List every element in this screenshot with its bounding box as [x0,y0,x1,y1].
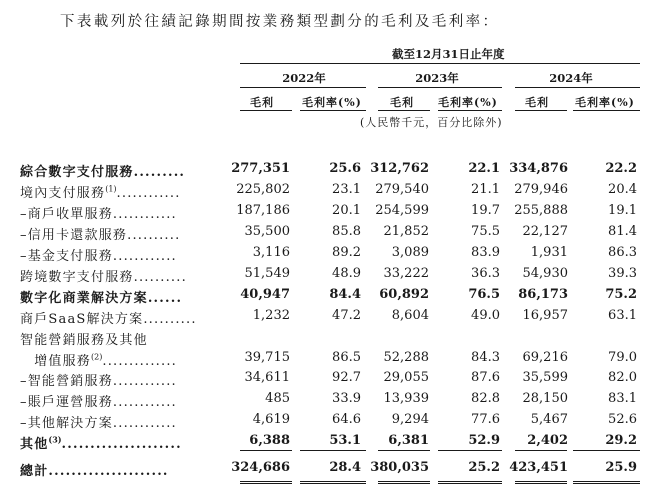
total-top-rule-2024-gp [515,450,567,451]
gross-profit-cell: 39,715 [244,350,290,365]
margin-cell: 75.5 [471,224,500,239]
row-label [20,370,177,389]
leader-dots: ............ [112,416,177,431]
row-label [20,224,180,243]
margin-cell: 22.1 [468,161,500,176]
gross-profit-cell: 35,500 [244,224,290,239]
row-label [20,350,177,369]
gp-underline-2024 [515,110,567,111]
margin-cell: 86.3 [608,245,637,260]
row-label-text: –基金支付服務 [20,249,113,264]
margin-cell: 52.6 [608,412,637,427]
gross-profit-cell: 380,035 [370,460,429,475]
gross-profit-cell: 6,388 [249,433,290,448]
margin-cell: 63.1 [608,308,637,323]
gross-profit-cell: 334,876 [509,161,568,176]
gross-profit-cell: 35,599 [522,370,568,385]
intro-text: 下表載列於往績記錄期間按業務類型劃分的毛利及毛利率： [60,14,500,30]
gross-profit-cell: 9,294 [391,412,429,427]
gross-profit-cell: 60,892 [379,287,429,302]
gross-profit-cell: 8,604 [391,308,429,323]
row-label [20,161,185,180]
gross-profit-cell: 3,089 [391,245,429,260]
row-label-text: 境內支付服務 [20,186,106,201]
gross-profit-cell: 33,222 [383,266,429,281]
row-label-text: 商戶SaaS解決方案 [20,312,144,327]
row-label [20,287,182,306]
margin-cell: 83.9 [471,245,500,260]
row-label [20,391,177,410]
table-row [0,329,672,349]
margin-cell: 25.9 [605,460,637,475]
margin-cell: 49.0 [471,308,500,323]
margin-cell: 25.2 [468,460,500,475]
leader-dots: .............. [102,354,178,369]
row-label [20,329,148,348]
gross-profit-cell: 254,599 [375,203,429,218]
gross-profit-cell: 21,852 [383,224,429,239]
table-row [0,308,672,328]
margin-cell: 85.8 [332,224,361,239]
row-label [20,245,177,264]
margin-cell: 83.1 [608,391,637,406]
row-label [20,412,177,431]
leader-dots: ............ [112,395,177,410]
margin-cell: 82.0 [608,370,637,385]
margin-cell: 29.2 [605,433,637,448]
total-bottom-rule-2023-gp [378,481,430,484]
gross-profit-cell: 1,931 [530,245,568,260]
gp-header-2024: 毛利 [525,96,549,109]
gross-profit-cell: 28,150 [522,391,568,406]
leader-dots: ......... [133,165,186,180]
margin-cell: 19.1 [608,203,637,218]
leader-dots: ..................... [61,437,182,452]
total-top-rule-2023-margin [438,450,502,451]
period-header: 截至12月31日止年度 [392,47,505,61]
margin-cell: 52.9 [468,433,500,448]
leader-dots: ...... [147,291,183,306]
table-row [0,460,672,480]
table-row [0,287,672,307]
margin-cell: 28.4 [329,460,361,475]
margin-cell: 23.1 [332,182,361,197]
year-2023-header: 2023年 [415,71,459,85]
row-label-text: –賬戶運營服務 [20,395,113,410]
margin-cell: 19.7 [471,203,500,218]
margin-header-2023: 毛利率(%) [438,96,498,109]
gross-profit-cell: 1,232 [252,308,290,323]
gross-profit-cell: 6,381 [388,433,429,448]
margin-header-2024: 毛利率(%) [575,96,635,109]
gross-profit-cell: 187,186 [236,203,290,218]
leader-dots: ............ [116,186,181,201]
margin-cell: 21.1 [471,182,500,197]
period-underline [240,63,640,64]
total-bottom-rule-2022-gp [240,481,292,484]
year-2022-underline [240,87,366,88]
margin-cell: 77.6 [471,412,500,427]
table-row [0,370,672,390]
row-label-text: –智能營銷服務 [20,374,113,389]
row-label-text: –商戶收單服務 [20,207,113,222]
gross-profit-cell: 16,957 [522,308,568,323]
gross-profit-cell: 312,762 [370,161,429,176]
gross-profit-cell: 86,173 [518,287,568,302]
margin-cell: 75.2 [605,287,637,302]
table-row [0,391,672,411]
margin-underline-2022 [300,110,366,111]
total-top-rule-2022-gp [240,450,292,451]
gp-underline-2022 [240,110,292,111]
total-bottom-rule-2024-gp [515,481,567,484]
margin-header-2022: 毛利率(%) [302,96,362,109]
gross-profit-cell: 13,939 [383,391,429,406]
total-bottom-rule-2023-margin [438,481,502,484]
margin-cell: 22.2 [605,161,637,176]
table-row [0,412,672,432]
table-row [0,161,672,181]
margin-cell: 92.7 [332,370,361,385]
row-label [20,203,177,222]
row-label-text: 智能營銷服務及其他 [20,333,148,348]
table-row [0,350,672,370]
row-label-text: 綜合數字支付服務 [20,165,134,180]
margin-cell: 82.8 [471,391,500,406]
row-label-text: 跨境數字支付服務 [20,270,134,285]
margin-cell: 86.5 [332,350,361,365]
leader-dots: ............ [112,374,177,389]
gross-profit-cell: 277,351 [231,161,290,176]
gross-profit-cell: 54,930 [522,266,568,281]
margin-cell: 20.1 [332,203,361,218]
margin-cell: 64.6 [332,412,361,427]
row-label-text: –信用卡還款服務 [20,228,128,243]
total-top-rule-2023-gp [378,450,430,451]
leader-dots: ..................... [48,464,169,479]
row-label [20,460,169,479]
table-row [0,266,672,286]
row-label [20,433,182,452]
gross-profit-cell: 324,686 [231,460,290,475]
gross-profit-cell: 4,619 [252,412,290,427]
gross-profit-cell: 3,116 [252,245,290,260]
margin-cell: 89.2 [332,245,361,260]
row-label [20,182,181,201]
gross-profit-cell: 29,055 [383,370,429,385]
gross-profit-cell: 279,540 [375,182,429,197]
margin-cell: 87.6 [471,370,500,385]
year-2024-underline [515,87,640,88]
gross-profit-cell: 485 [265,391,290,406]
table-row [0,203,672,223]
leader-dots: .......... [127,228,181,243]
table-row [0,245,672,265]
row-label-text: 其他 [20,437,49,452]
row-label-text: 總計 [20,464,49,479]
margin-cell: 36.3 [471,266,500,281]
table-row [0,224,672,244]
leader-dots: ............ [112,249,177,264]
gross-profit-cell: 69,216 [522,350,568,365]
margin-cell: 84.4 [329,287,361,302]
gp-header-2023: 毛利 [390,96,414,109]
gross-profit-cell: 225,802 [236,182,290,197]
total-top-rule-2024-margin [573,450,640,451]
gross-profit-cell: 2,402 [527,433,568,448]
leader-dots: .......... [143,312,197,327]
row-label-text: –其他解決方案 [20,416,113,431]
table-row [0,182,672,202]
margin-cell: 47.2 [332,308,361,323]
margin-cell: 39.3 [608,266,637,281]
margin-cell: 25.6 [329,161,361,176]
row-label-text: 數字化商業解決方案 [20,291,148,306]
footnote-mark: (1) [105,184,117,194]
margin-cell: 79.0 [608,350,637,365]
margin-underline-2024 [573,110,640,111]
leader-dots: .......... [133,270,187,285]
gross-profit-cell: 34,611 [244,370,290,385]
unit-note: (人民幣千元，百分比除外) [360,116,503,129]
margin-cell: 48.9 [332,266,361,281]
gp-underline-2023 [378,110,430,111]
margin-underline-2023 [438,110,502,111]
year-2024-header: 2024年 [549,71,593,85]
total-bottom-rule-2022-margin [300,481,366,484]
year-2022-header: 2022年 [282,71,326,85]
gross-profit-cell: 255,888 [514,203,568,218]
margin-cell: 33.9 [332,391,361,406]
margin-cell: 81.4 [608,224,637,239]
gross-profit-cell: 423,451 [509,460,568,475]
gross-profit-cell: 5,467 [530,412,568,427]
margin-cell: 53.1 [329,433,361,448]
row-label-text: 增值服務 [20,354,92,369]
gross-profit-cell: 40,947 [240,287,290,302]
margin-cell: 76.5 [468,287,500,302]
row-label [20,266,187,285]
gross-profit-cell: 51,549 [244,266,290,281]
gross-profit-cell: 52,288 [383,350,429,365]
total-top-rule-2022-margin [300,450,366,451]
year-2023-underline [378,87,502,88]
gross-profit-cell: 279,946 [514,182,568,197]
footnote-mark: (2) [91,352,103,362]
row-label [20,308,197,327]
margin-cell: 84.3 [471,350,500,365]
total-bottom-rule-2024-margin [573,481,640,484]
gp-header-2022: 毛利 [250,96,274,109]
leader-dots: ............ [112,207,177,222]
gross-profit-cell: 22,127 [522,224,568,239]
footnote-mark: (3) [48,434,62,445]
margin-cell: 20.4 [608,182,637,197]
